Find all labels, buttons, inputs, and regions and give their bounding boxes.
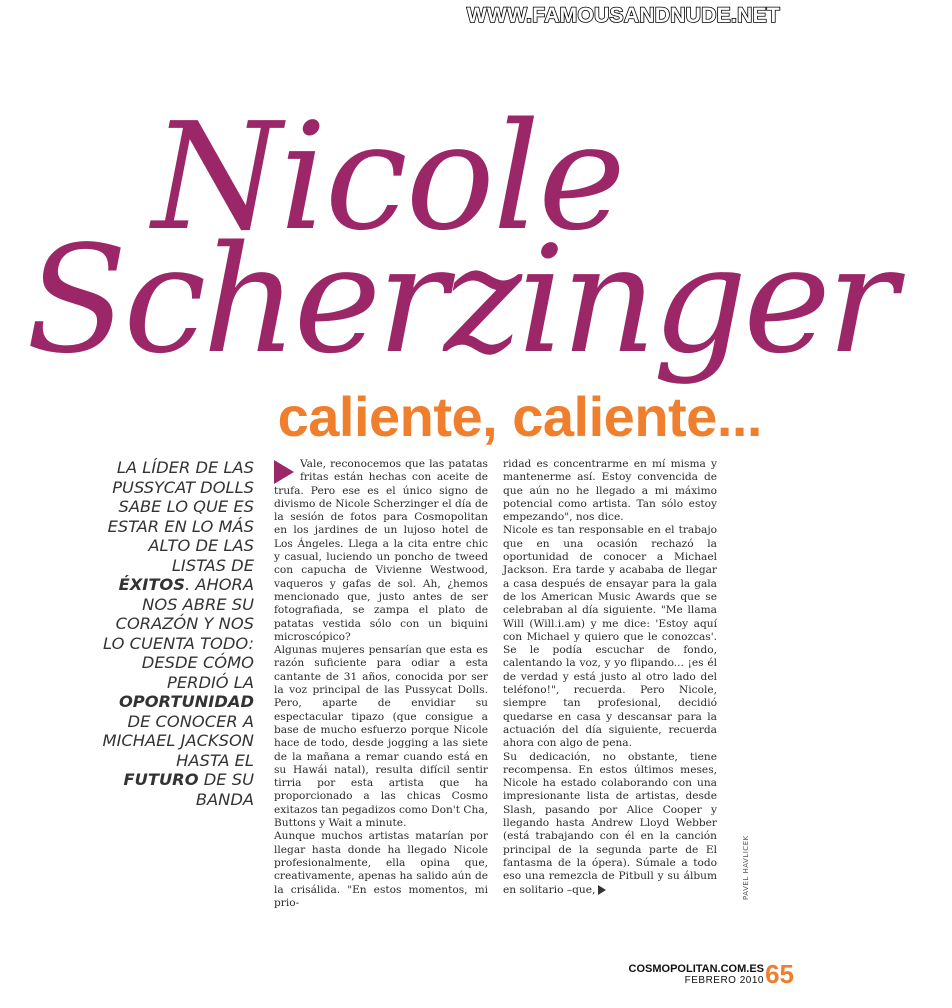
body-paragraph: [503, 751, 717, 897]
lead-text-3: DE CONOCER A MICHAEL JACKSON HASTA EL: [102, 711, 254, 770]
body-paragraph-text: Su dedicación, no obstante, tiene recompensa. En estos últimos meses, Nicole ha estado colaborando con una impresionante lista de artistas, desde Slash, pasando por Alice Cooper y llegando hasta Andrew Lloyd Webber (está trabajando con él en la canción principal de la segunda parte de El fantasma de la ópera). Súmale a todo eso una remezcla de Pitbull y su álbum en solitario –que,: [503, 750, 717, 896]
lead-paragraph: [96, 458, 254, 809]
body-paragraph: ridad es concentrarme en mí misma y mantenerme así. Estoy convencida de que aún no he llegado a mi máximo potencial como artista. Tan sólo estoy empezando", nos dice.: [503, 458, 717, 524]
lead-bold-1: ÉXITOS: [118, 575, 185, 594]
lead-bold-3: FUTURO: [123, 770, 199, 789]
play-arrow-icon: [274, 460, 294, 484]
body-paragraph: Algunas mujeres pensarían que esta es razón suficiente para odiar a esta cantante de 31 años, conocida por ser la voz principal de las Pussycat Dolls. Pero, aparte de envidiar su espectacular tipazo (que consigue a base de mucho esfuerzo porque Nicole hace de todo, desde jogging a las siete de la mañana a remar cuando está en su Hawái natal), resulta difícil sentir tirria por esta artista que ha proporcionado a las chicas Cosmo exitazos tan pegadizos como Don't Cha, Buttons y Wait a minute.: [274, 644, 488, 830]
lead-text-1: LA LÍDER DE LAS PUSSYCAT DOLLS SABE LO QUE ES ESTAR EN LO MÁS ALTO DE LAS LISTAS DE: [107, 458, 254, 575]
footer-site: COSMOPOLITAN.COM.ES: [628, 963, 764, 975]
article-subtitle: caliente, caliente...: [277, 385, 762, 448]
lead-bold-2: OPORTUNIDAD: [118, 692, 254, 711]
body-column-1: [274, 458, 488, 910]
footer-date: FEBRERO 2010: [684, 975, 764, 986]
body-paragraph: Aunque muchos artistas matarían por llegar hasta donde ha llegado Nicole profesionalmente, ella opina que, creativamente, apenas ha salido aún de la crisálida. "En estos momentos, mi prio-: [274, 830, 488, 909]
footer-info: [629, 963, 764, 986]
lead-text-4: DE SU BANDA: [195, 770, 254, 809]
photo-credit: PAVEL HAVLICEK: [742, 835, 750, 900]
page-number: 65: [765, 959, 794, 989]
body-column-2: [503, 458, 717, 897]
watermark-text: WWW.FAMOUSANDNUDE.NET: [466, 4, 780, 27]
continue-arrow-icon: [598, 885, 606, 895]
body-paragraph: Vale, reconocemos que las patatas fritas están hechas con aceite de trufa. Pero ese es el único signo de divismo de Nicole Scherzinger el día de la sesión de fotos para Cosmopolitan en los jardines de un lujoso hotel de Los Ángeles. Llega a la cita entre chic y casual, luciendo un poncho de tweed con capucha de Vivienne Westwood, vaqueros y gafas de sol. Ah, ¿hemos mencionado que, justo antes de ser fotografiada, se zampa el plato de patatas vestida sólo con un biquini microscópico?: [274, 458, 488, 643]
title-first-name: Nicole: [152, 91, 624, 263]
title-last-name: Scherzinger: [26, 214, 894, 386]
body-paragraph: Nicole es tan responsable en el trabajo que en una ocasión rechazó la oportunidad de conocer a Michael Jackson. Era tarde y acababa de llegar a casa después de ensayar para la gala de los American Music Awards que se celebraban al día siguiente. "Me llama Will (Will.i.am) y me dice: 'Estoy aquí con Michael y quiero que le conozcas'. Se le podía escuchar de fondo, calentando la voz, y yo flipando... ¡es él de verdad y está justo al otro lado del teléfono!", recuerda. Pero Nicole, siempre tan profesional, decidió quedarse en casa y descansar para la actuación del día siguiente, recuerda ahora con algo de pena.: [503, 524, 717, 750]
lead-text-2: . AHORA NOS ABRE SU CORAZÓN Y NOS LO CUENTA TODO: DESDE CÓMO PERDIÓ LA: [103, 575, 254, 692]
